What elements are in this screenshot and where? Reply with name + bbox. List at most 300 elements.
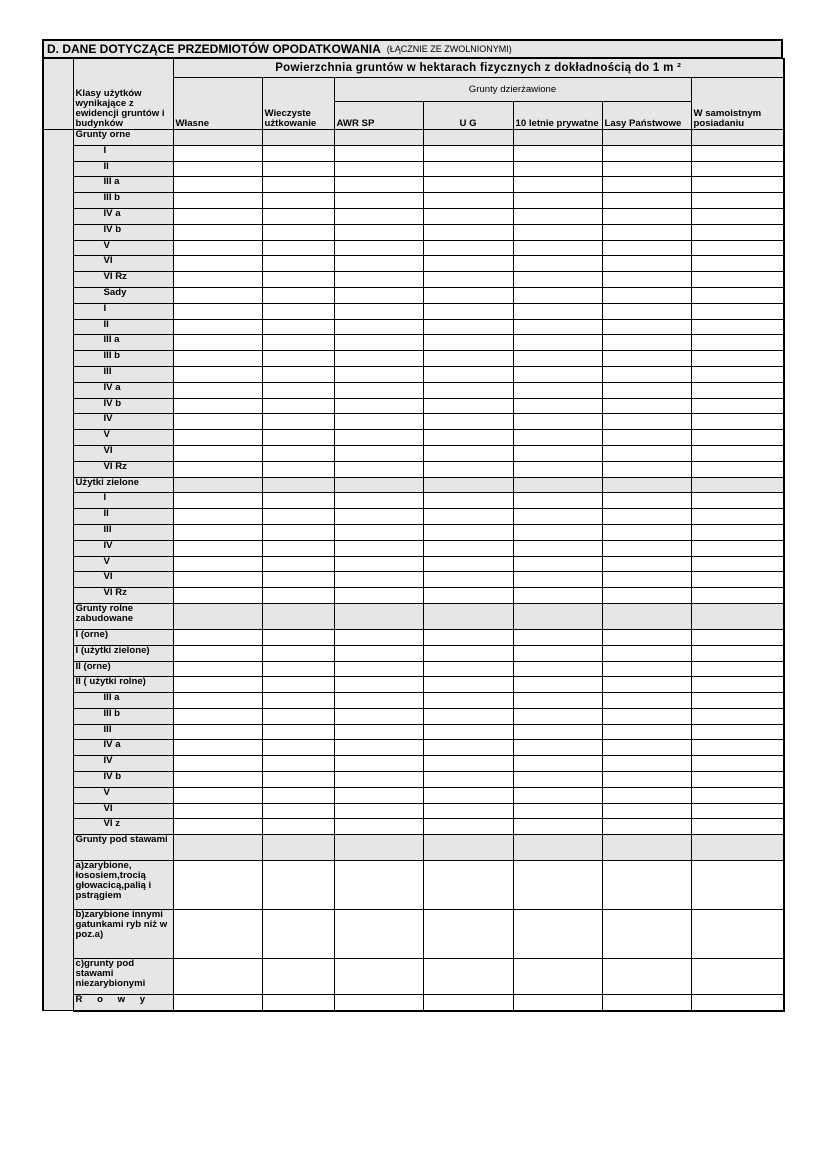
area-input-cell[interactable] [423, 461, 513, 477]
area-input-cell[interactable] [691, 193, 784, 209]
area-input-cell[interactable] [173, 319, 262, 335]
area-input-cell[interactable] [513, 603, 602, 629]
area-input-cell[interactable] [334, 477, 423, 493]
area-input-cell[interactable] [262, 910, 334, 959]
area-input-cell[interactable] [334, 272, 423, 288]
area-input-cell[interactable] [513, 677, 602, 693]
area-input-cell[interactable] [173, 995, 262, 1011]
area-input-cell[interactable] [691, 414, 784, 430]
area-input-cell[interactable] [691, 161, 784, 177]
area-input-cell[interactable] [173, 603, 262, 629]
area-input-cell[interactable] [173, 208, 262, 224]
area-input-cell[interactable] [513, 524, 602, 540]
area-input-cell[interactable] [262, 803, 334, 819]
area-input-cell[interactable] [334, 524, 423, 540]
area-input-cell[interactable] [602, 724, 691, 740]
area-input-cell[interactable] [262, 287, 334, 303]
area-input-cell[interactable] [513, 240, 602, 256]
area-input-cell[interactable] [262, 319, 334, 335]
area-input-cell[interactable] [173, 693, 262, 709]
area-input-cell[interactable] [334, 835, 423, 861]
area-input-cell[interactable] [691, 145, 784, 161]
area-input-cell[interactable] [173, 645, 262, 661]
area-input-cell[interactable] [513, 256, 602, 272]
area-input-cell[interactable] [602, 772, 691, 788]
area-input-cell[interactable] [262, 835, 334, 861]
area-input-cell[interactable] [334, 629, 423, 645]
area-input-cell[interactable] [513, 208, 602, 224]
area-input-cell[interactable] [262, 724, 334, 740]
area-input-cell[interactable] [334, 861, 423, 910]
area-input-cell[interactable] [691, 382, 784, 398]
area-input-cell[interactable] [513, 819, 602, 835]
area-input-cell[interactable] [602, 398, 691, 414]
area-input-cell[interactable] [602, 588, 691, 604]
area-input-cell[interactable] [262, 177, 334, 193]
area-input-cell[interactable] [262, 629, 334, 645]
area-input-cell[interactable] [513, 272, 602, 288]
area-input-cell[interactable] [691, 556, 784, 572]
area-input-cell[interactable] [513, 477, 602, 493]
area-input-cell[interactable] [334, 398, 423, 414]
area-input-cell[interactable] [262, 661, 334, 677]
area-input-cell[interactable] [334, 740, 423, 756]
area-input-cell[interactable] [691, 366, 784, 382]
area-input-cell[interactable] [262, 787, 334, 803]
area-input-cell[interactable] [423, 556, 513, 572]
area-input-cell[interactable] [173, 661, 262, 677]
area-input-cell[interactable] [262, 351, 334, 367]
area-input-cell[interactable] [423, 256, 513, 272]
area-input-cell[interactable] [262, 303, 334, 319]
area-input-cell[interactable] [602, 740, 691, 756]
area-input-cell[interactable] [691, 708, 784, 724]
area-input-cell[interactable] [513, 335, 602, 351]
area-input-cell[interactable] [513, 224, 602, 240]
area-input-cell[interactable] [602, 693, 691, 709]
area-input-cell[interactable] [602, 287, 691, 303]
area-input-cell[interactable] [423, 835, 513, 861]
area-input-cell[interactable] [513, 724, 602, 740]
area-input-cell[interactable] [691, 572, 784, 588]
area-input-cell[interactable] [334, 772, 423, 788]
area-input-cell[interactable] [602, 272, 691, 288]
area-input-cell[interactable] [173, 959, 262, 995]
area-input-cell[interactable] [691, 398, 784, 414]
area-input-cell[interactable] [173, 445, 262, 461]
area-input-cell[interactable] [691, 645, 784, 661]
area-input-cell[interactable] [602, 540, 691, 556]
area-input-cell[interactable] [691, 224, 784, 240]
area-input-cell[interactable] [602, 193, 691, 209]
area-input-cell[interactable] [423, 756, 513, 772]
area-input-cell[interactable] [691, 693, 784, 709]
area-input-cell[interactable] [173, 272, 262, 288]
area-input-cell[interactable] [602, 224, 691, 240]
area-input-cell[interactable] [173, 414, 262, 430]
area-input-cell[interactable] [513, 910, 602, 959]
area-input-cell[interactable] [173, 629, 262, 645]
area-input-cell[interactable] [602, 335, 691, 351]
area-input-cell[interactable] [423, 161, 513, 177]
area-input-cell[interactable] [262, 145, 334, 161]
area-input-cell[interactable] [513, 588, 602, 604]
area-input-cell[interactable] [513, 693, 602, 709]
area-input-cell[interactable] [602, 572, 691, 588]
area-input-cell[interactable] [334, 382, 423, 398]
area-input-cell[interactable] [262, 272, 334, 288]
area-input-cell[interactable] [173, 477, 262, 493]
area-input-cell[interactable] [691, 445, 784, 461]
area-input-cell[interactable] [334, 588, 423, 604]
area-input-cell[interactable] [262, 756, 334, 772]
area-input-cell[interactable] [262, 524, 334, 540]
area-input-cell[interactable] [262, 693, 334, 709]
area-input-cell[interactable] [691, 772, 784, 788]
area-input-cell[interactable] [602, 493, 691, 509]
area-input-cell[interactable] [423, 477, 513, 493]
area-input-cell[interactable] [423, 995, 513, 1011]
area-input-cell[interactable] [334, 959, 423, 995]
area-input-cell[interactable] [334, 366, 423, 382]
area-input-cell[interactable] [173, 335, 262, 351]
area-input-cell[interactable] [513, 629, 602, 645]
area-input-cell[interactable] [334, 724, 423, 740]
area-input-cell[interactable] [513, 193, 602, 209]
area-input-cell[interactable] [602, 603, 691, 629]
area-input-cell[interactable] [334, 335, 423, 351]
area-input-cell[interactable] [334, 319, 423, 335]
area-input-cell[interactable] [691, 319, 784, 335]
area-input-cell[interactable] [334, 819, 423, 835]
area-input-cell[interactable] [602, 509, 691, 525]
area-input-cell[interactable] [334, 208, 423, 224]
area-input-cell[interactable] [423, 693, 513, 709]
area-input-cell[interactable] [602, 240, 691, 256]
area-input-cell[interactable] [262, 224, 334, 240]
area-input-cell[interactable] [262, 509, 334, 525]
area-input-cell[interactable] [691, 588, 784, 604]
area-input-cell[interactable] [423, 366, 513, 382]
area-input-cell[interactable] [602, 366, 691, 382]
area-input-cell[interactable] [173, 461, 262, 477]
area-input-cell[interactable] [334, 661, 423, 677]
area-input-cell[interactable] [602, 708, 691, 724]
area-input-cell[interactable] [423, 959, 513, 995]
area-input-cell[interactable] [334, 556, 423, 572]
area-input-cell[interactable] [334, 708, 423, 724]
area-input-cell[interactable] [173, 493, 262, 509]
area-input-cell[interactable] [513, 351, 602, 367]
area-input-cell[interactable] [173, 835, 262, 861]
area-input-cell[interactable] [513, 645, 602, 661]
area-input-cell[interactable] [691, 351, 784, 367]
area-input-cell[interactable] [691, 240, 784, 256]
area-input-cell[interactable] [691, 335, 784, 351]
area-input-cell[interactable] [173, 145, 262, 161]
area-input-cell[interactable] [262, 382, 334, 398]
area-input-cell[interactable] [602, 161, 691, 177]
area-input-cell[interactable] [423, 145, 513, 161]
area-input-cell[interactable] [423, 240, 513, 256]
area-input-cell[interactable] [513, 572, 602, 588]
area-input-cell[interactable] [334, 256, 423, 272]
area-input-cell[interactable] [691, 740, 784, 756]
area-input-cell[interactable] [513, 145, 602, 161]
area-input-cell[interactable] [173, 787, 262, 803]
area-input-cell[interactable] [423, 319, 513, 335]
area-input-cell[interactable] [691, 540, 784, 556]
area-input-cell[interactable] [602, 256, 691, 272]
area-input-cell[interactable] [513, 366, 602, 382]
area-input-cell[interactable] [513, 382, 602, 398]
area-input-cell[interactable] [173, 708, 262, 724]
area-input-cell[interactable] [423, 287, 513, 303]
area-input-cell[interactable] [513, 756, 602, 772]
area-input-cell[interactable] [173, 240, 262, 256]
area-input-cell[interactable] [173, 256, 262, 272]
area-input-cell[interactable] [173, 677, 262, 693]
area-input-cell[interactable] [513, 995, 602, 1011]
area-input-cell[interactable] [513, 861, 602, 910]
area-input-cell[interactable] [173, 287, 262, 303]
area-input-cell[interactable] [334, 756, 423, 772]
area-input-cell[interactable] [691, 493, 784, 509]
area-input-cell[interactable] [602, 677, 691, 693]
area-input-cell[interactable] [262, 861, 334, 910]
area-input-cell[interactable] [423, 661, 513, 677]
area-input-cell[interactable] [262, 445, 334, 461]
area-input-cell[interactable] [423, 603, 513, 629]
area-input-cell[interactable] [423, 772, 513, 788]
area-input-cell[interactable] [334, 461, 423, 477]
area-input-cell[interactable] [691, 861, 784, 910]
area-input-cell[interactable] [423, 193, 513, 209]
area-input-cell[interactable] [262, 572, 334, 588]
area-input-cell[interactable] [262, 772, 334, 788]
area-input-cell[interactable] [262, 461, 334, 477]
area-input-cell[interactable] [602, 756, 691, 772]
area-input-cell[interactable] [513, 493, 602, 509]
area-input-cell[interactable] [691, 509, 784, 525]
area-input-cell[interactable] [334, 910, 423, 959]
area-input-cell[interactable] [262, 335, 334, 351]
area-input-cell[interactable] [602, 556, 691, 572]
area-input-cell[interactable] [513, 461, 602, 477]
area-input-cell[interactable] [262, 430, 334, 446]
area-input-cell[interactable] [173, 509, 262, 525]
area-input-cell[interactable] [602, 995, 691, 1011]
area-input-cell[interactable] [513, 787, 602, 803]
area-input-cell[interactable] [691, 629, 784, 645]
area-input-cell[interactable] [173, 724, 262, 740]
area-input-cell[interactable] [513, 540, 602, 556]
area-input-cell[interactable] [691, 272, 784, 288]
area-input-cell[interactable] [173, 910, 262, 959]
area-input-cell[interactable] [513, 835, 602, 861]
area-input-cell[interactable] [602, 524, 691, 540]
area-input-cell[interactable] [173, 556, 262, 572]
area-input-cell[interactable] [334, 287, 423, 303]
area-input-cell[interactable] [262, 995, 334, 1011]
area-input-cell[interactable] [423, 398, 513, 414]
area-input-cell[interactable] [602, 382, 691, 398]
area-input-cell[interactable] [334, 145, 423, 161]
area-input-cell[interactable] [334, 603, 423, 629]
area-input-cell[interactable] [691, 677, 784, 693]
area-input-cell[interactable] [423, 803, 513, 819]
area-input-cell[interactable] [423, 414, 513, 430]
area-input-cell[interactable] [602, 629, 691, 645]
area-input-cell[interactable] [602, 861, 691, 910]
area-input-cell[interactable] [173, 130, 262, 146]
area-input-cell[interactable] [173, 756, 262, 772]
area-input-cell[interactable] [334, 445, 423, 461]
area-input-cell[interactable] [173, 430, 262, 446]
area-input-cell[interactable] [602, 351, 691, 367]
area-input-cell[interactable] [602, 445, 691, 461]
area-input-cell[interactable] [173, 819, 262, 835]
area-input-cell[interactable] [262, 193, 334, 209]
area-input-cell[interactable] [334, 414, 423, 430]
area-input-cell[interactable] [262, 256, 334, 272]
area-input-cell[interactable] [691, 177, 784, 193]
area-input-cell[interactable] [334, 803, 423, 819]
area-input-cell[interactable] [691, 256, 784, 272]
area-input-cell[interactable] [513, 130, 602, 146]
area-input-cell[interactable] [602, 177, 691, 193]
area-input-cell[interactable] [513, 161, 602, 177]
area-input-cell[interactable] [423, 861, 513, 910]
area-input-cell[interactable] [262, 959, 334, 995]
area-input-cell[interactable] [691, 524, 784, 540]
area-input-cell[interactable] [423, 740, 513, 756]
area-input-cell[interactable] [691, 995, 784, 1011]
area-input-cell[interactable] [334, 240, 423, 256]
area-input-cell[interactable] [173, 398, 262, 414]
area-input-cell[interactable] [602, 661, 691, 677]
area-input-cell[interactable] [513, 319, 602, 335]
area-input-cell[interactable] [423, 493, 513, 509]
area-input-cell[interactable] [513, 303, 602, 319]
area-input-cell[interactable] [173, 351, 262, 367]
area-input-cell[interactable] [691, 959, 784, 995]
area-input-cell[interactable] [334, 351, 423, 367]
area-input-cell[interactable] [334, 995, 423, 1011]
area-input-cell[interactable] [602, 208, 691, 224]
area-input-cell[interactable] [423, 708, 513, 724]
area-input-cell[interactable] [423, 224, 513, 240]
area-input-cell[interactable] [423, 629, 513, 645]
area-input-cell[interactable] [691, 603, 784, 629]
area-input-cell[interactable] [262, 819, 334, 835]
area-input-cell[interactable] [262, 556, 334, 572]
area-input-cell[interactable] [334, 177, 423, 193]
area-input-cell[interactable] [173, 382, 262, 398]
area-input-cell[interactable] [513, 177, 602, 193]
area-input-cell[interactable] [691, 303, 784, 319]
area-input-cell[interactable] [173, 524, 262, 540]
area-input-cell[interactable] [513, 414, 602, 430]
area-input-cell[interactable] [423, 910, 513, 959]
area-input-cell[interactable] [334, 224, 423, 240]
area-input-cell[interactable] [602, 145, 691, 161]
area-input-cell[interactable] [334, 787, 423, 803]
area-input-cell[interactable] [602, 461, 691, 477]
area-input-cell[interactable] [173, 572, 262, 588]
area-input-cell[interactable] [691, 835, 784, 861]
area-input-cell[interactable] [602, 645, 691, 661]
area-input-cell[interactable] [602, 835, 691, 861]
area-input-cell[interactable] [334, 540, 423, 556]
area-input-cell[interactable] [423, 130, 513, 146]
area-input-cell[interactable] [602, 910, 691, 959]
area-input-cell[interactable] [173, 540, 262, 556]
area-input-cell[interactable] [423, 272, 513, 288]
area-input-cell[interactable] [513, 445, 602, 461]
area-input-cell[interactable] [513, 803, 602, 819]
area-input-cell[interactable] [423, 445, 513, 461]
area-input-cell[interactable] [423, 430, 513, 446]
area-input-cell[interactable] [691, 803, 784, 819]
area-input-cell[interactable] [691, 819, 784, 835]
area-input-cell[interactable] [602, 430, 691, 446]
area-input-cell[interactable] [262, 740, 334, 756]
area-input-cell[interactable] [423, 787, 513, 803]
area-input-cell[interactable] [602, 303, 691, 319]
area-input-cell[interactable] [691, 910, 784, 959]
area-input-cell[interactable] [423, 819, 513, 835]
area-input-cell[interactable] [602, 959, 691, 995]
area-input-cell[interactable] [691, 787, 784, 803]
area-input-cell[interactable] [262, 677, 334, 693]
area-input-cell[interactable] [423, 208, 513, 224]
area-input-cell[interactable] [423, 588, 513, 604]
area-input-cell[interactable] [173, 803, 262, 819]
area-input-cell[interactable] [513, 398, 602, 414]
area-input-cell[interactable] [423, 177, 513, 193]
area-input-cell[interactable] [513, 708, 602, 724]
area-input-cell[interactable] [423, 303, 513, 319]
area-input-cell[interactable] [602, 819, 691, 835]
area-input-cell[interactable] [262, 588, 334, 604]
area-input-cell[interactable] [334, 493, 423, 509]
area-input-cell[interactable] [262, 708, 334, 724]
area-input-cell[interactable] [513, 556, 602, 572]
area-input-cell[interactable] [262, 477, 334, 493]
area-input-cell[interactable] [262, 208, 334, 224]
area-input-cell[interactable] [173, 161, 262, 177]
area-input-cell[interactable] [691, 477, 784, 493]
area-input-cell[interactable] [423, 509, 513, 525]
area-input-cell[interactable] [334, 430, 423, 446]
area-input-cell[interactable] [423, 677, 513, 693]
area-input-cell[interactable] [691, 461, 784, 477]
area-input-cell[interactable] [691, 208, 784, 224]
area-input-cell[interactable] [423, 724, 513, 740]
area-input-cell[interactable] [173, 366, 262, 382]
area-input-cell[interactable] [262, 493, 334, 509]
area-input-cell[interactable] [691, 724, 784, 740]
area-input-cell[interactable] [334, 645, 423, 661]
area-input-cell[interactable] [513, 509, 602, 525]
area-input-cell[interactable] [423, 645, 513, 661]
area-input-cell[interactable] [423, 572, 513, 588]
area-input-cell[interactable] [691, 661, 784, 677]
area-input-cell[interactable] [173, 303, 262, 319]
area-input-cell[interactable] [334, 193, 423, 209]
area-input-cell[interactable] [334, 130, 423, 146]
